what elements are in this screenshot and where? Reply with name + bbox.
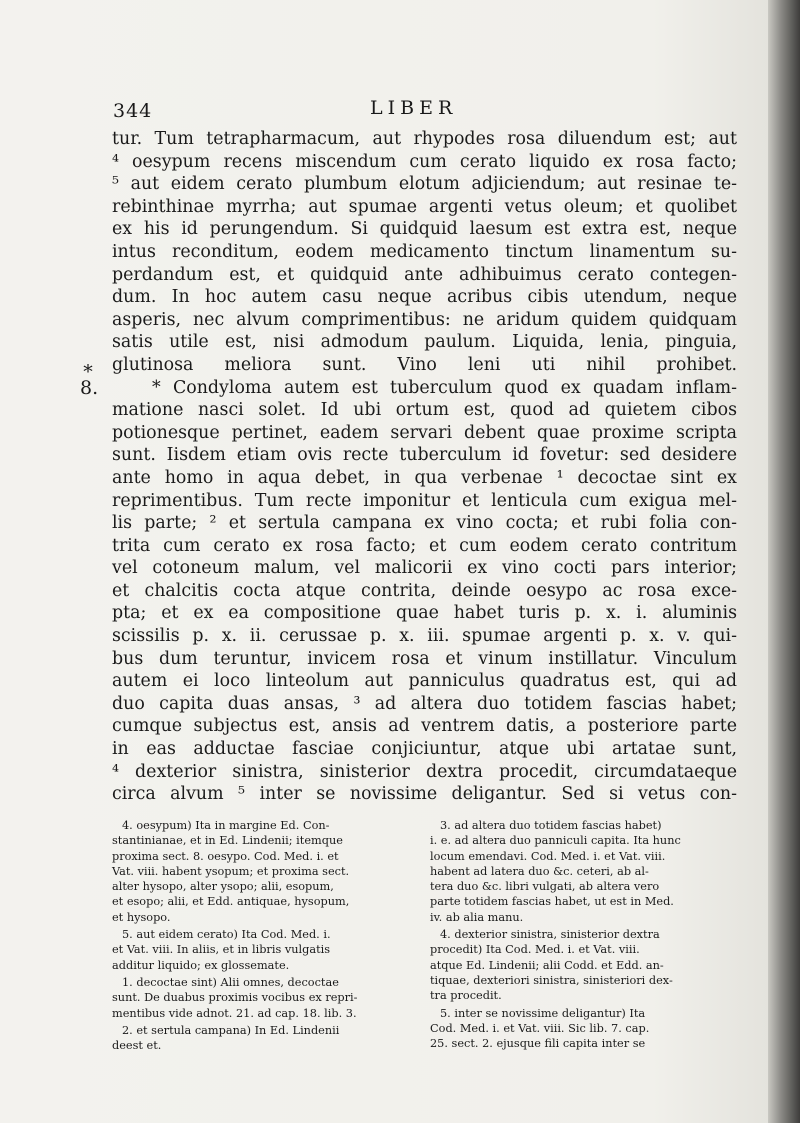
footnote-line: stantinianae, et in Ed. Lindenii; itemque xyxy=(112,834,343,848)
footnote-line: mentibus vide adnot. 21. ad cap. 18. lib. 3. xyxy=(112,1006,357,1020)
footnote-line: proxima sect. 8. oesypo. Cod. Med. i. et xyxy=(112,849,339,863)
footnote-line: et Vat. viii. In aliis, et in libris vulgatis xyxy=(112,943,331,957)
footnote-line: additur liquido; ex glossemate. xyxy=(112,958,290,972)
footnote-line: tiquae, dexteriori sinistra, sinisteriori dex- xyxy=(430,973,673,987)
text-line: ⁴ dexterior sinistra, sinisterior dextra procedit, circumdataeque xyxy=(112,761,737,782)
text-line: ex his id perungendum. Si quidquid laesum est extra est, neque xyxy=(112,219,737,240)
text-line: ante homo in aqua debet, in qua verbenae ¹ decoctae sint ex xyxy=(112,467,737,488)
footnote-line: 4. dexterior sinistra, sinisterior dextra xyxy=(440,928,660,942)
footnote xyxy=(112,818,418,925)
text-line: dum. In hoc autem casu neque acribus cibis utendum, neque xyxy=(112,287,737,308)
footnote-line: et esopo; alii, et Edd. antiquae, hysopum, xyxy=(112,895,350,909)
footnote-line: parte totidem fascias habet, ut est in Med. xyxy=(430,895,674,909)
text-line: sunt. Iisdem etiam ovis recte tuberculum id fovetur: sed desidere xyxy=(112,445,737,466)
footnote-line: sunt. De duabus proximis vocibus ex repri- xyxy=(112,991,358,1005)
text-line: ⁵ aut eidem cerato plumbum elotum adjiciendum; aut resinae te- xyxy=(112,174,737,195)
footnote-line: tera duo &c. libri vulgati, ab altera vero xyxy=(430,880,660,894)
footnotes-left-column xyxy=(112,818,418,1055)
text-line: circa alvum ⁵ inter se novissime deligantur. Sed si vetus con- xyxy=(112,784,737,805)
footnote-line: tra procedit. xyxy=(430,989,502,1003)
footnote xyxy=(112,1023,418,1054)
footnote-line: locum emendavi. Cod. Med. i. et Vat. viii. xyxy=(430,849,666,863)
text-line: satis utile est, nisi admodum paulum. Liquida, lenia, pinguia, xyxy=(112,332,737,353)
footnote-line: 5. inter se novissime deligantur) Ita xyxy=(440,1006,646,1020)
text-line: scissilis p. x. ii. cerussae p. x. iii. spumae argenti p. x. v. qui- xyxy=(112,626,737,647)
text-line: matione nasci solet. Id ubi ortum est, quod ad quietem cibos xyxy=(112,400,737,421)
footnote-line: et hysopo. xyxy=(112,910,171,924)
footnote-line: atque Ed. Lindenii; alii Codd. et Edd. an- xyxy=(430,958,664,972)
page-edge-shadow xyxy=(768,0,800,1123)
footnotes-right-column xyxy=(430,818,734,1053)
footnote xyxy=(430,927,734,1003)
footnote-line: habent ad latera duo &c. ceteri, ab al- xyxy=(430,864,649,878)
text-line: rebinthinae myrrha; aut spumae argenti vetus oleum; et quolibet xyxy=(112,196,737,217)
text-line: et chalcitis cocta atque contrita, deinde oesypo ac rosa exce- xyxy=(112,580,737,601)
main-text-body xyxy=(112,128,737,806)
footnote-line: 25. sect. 2. ejusque fili capita inter se xyxy=(430,1037,646,1051)
text-line: intus reconditum, eodem medicamento tinctum linamentum su- xyxy=(112,241,737,262)
footnote-line: Cod. Med. i. et Vat. viii. Sic lib. 7. cap. xyxy=(430,1021,650,1035)
text-line: bus dum teruntur, invicem rosa et vinum instillatur. Vinculum xyxy=(112,648,737,669)
footnote xyxy=(430,818,734,925)
footnote xyxy=(112,927,418,973)
text-line: tur. Tum tetrapharmacum, aut rhypodes rosa diluendum est; aut xyxy=(112,129,737,149)
text-line: in eas adductae fasciae conjiciuntur, atque ubi artatae sunt, xyxy=(112,739,737,760)
footnote xyxy=(430,1006,734,1052)
footnote-line: procedit) Ita Cod. Med. i. et Vat. viii. xyxy=(430,943,640,957)
text-line: lis parte; ² et sertula campana ex vino cocta; et rubi folia con- xyxy=(112,513,737,534)
footnote-line: iv. ab alia manu. xyxy=(430,910,524,924)
text-line: duo capita duas ansas, ³ ad altera duo totidem fascias habet; xyxy=(112,693,737,714)
footnote-line: Vat. viii. habent ysopum; et proxima sect. xyxy=(112,864,350,878)
text-line: perdandum est, et quidquid ante adhibuimus cerato contegen- xyxy=(112,264,737,285)
text-line: autem ei loco linteolum aut panniculus quadratus est, qui ad xyxy=(112,671,737,692)
text-line: trita cum cerato ex rosa facto; et cum eodem cerato contritum xyxy=(112,535,737,556)
footnote-line: 2. et sertula campana) In Ed. Lindenii xyxy=(122,1023,340,1037)
text-line: pta; et ex ea compositione quae habet turis p. x. i. aluminis xyxy=(112,603,737,624)
text-line: potionesque pertinet, eadem servari debent quae proxime scripta xyxy=(112,422,737,443)
footnote-line: 4. oesypum) Ita in margine Ed. Con- xyxy=(122,819,330,832)
page-number: 344 xyxy=(113,100,153,122)
section-marker-number: 8. xyxy=(80,377,99,399)
section-marker-star: * xyxy=(83,361,93,383)
running-head: LIBER xyxy=(370,97,458,119)
text-line: * Condyloma autem est tuberculum quod ex quadam inflam- xyxy=(152,377,737,398)
footnote-line: i. e. ad altera duo panniculi capita. Ita hunc xyxy=(430,834,681,848)
text-line: reprimentibus. Tum recte imponitur et lenticula cum exigua mel- xyxy=(112,490,737,511)
text-line: cumque subjectus est, ansis ad ventrem datis, a posteriore parte xyxy=(112,716,737,737)
footnote-line: 1. decoctae sint) Alii omnes, decoctae xyxy=(122,975,339,989)
footnote-line: 5. aut eidem cerato) Ita Cod. Med. i. xyxy=(122,928,331,942)
section-marker xyxy=(80,361,99,399)
text-line: glutinosa meliora sunt. Vino leni uti nihil prohibet. xyxy=(112,354,737,375)
footnote-line: 3. ad altera duo totidem fascias habet) xyxy=(440,819,662,832)
footnote-line: alter hysopo, alter ysopo; alii, esopum, xyxy=(112,880,334,894)
footnote xyxy=(112,975,418,1021)
text-line: ⁴ oesypum recens miscendum cum cerato liquido ex rosa facto; xyxy=(112,151,737,172)
text-line: vel cotoneum malum, vel malicorii ex vino cocti pars interior; xyxy=(112,558,737,579)
footnote-line: deest et. xyxy=(112,1039,162,1053)
text-line: asperis, nec alvum comprimentibus: ne aridum quidem quidquam xyxy=(112,309,737,330)
